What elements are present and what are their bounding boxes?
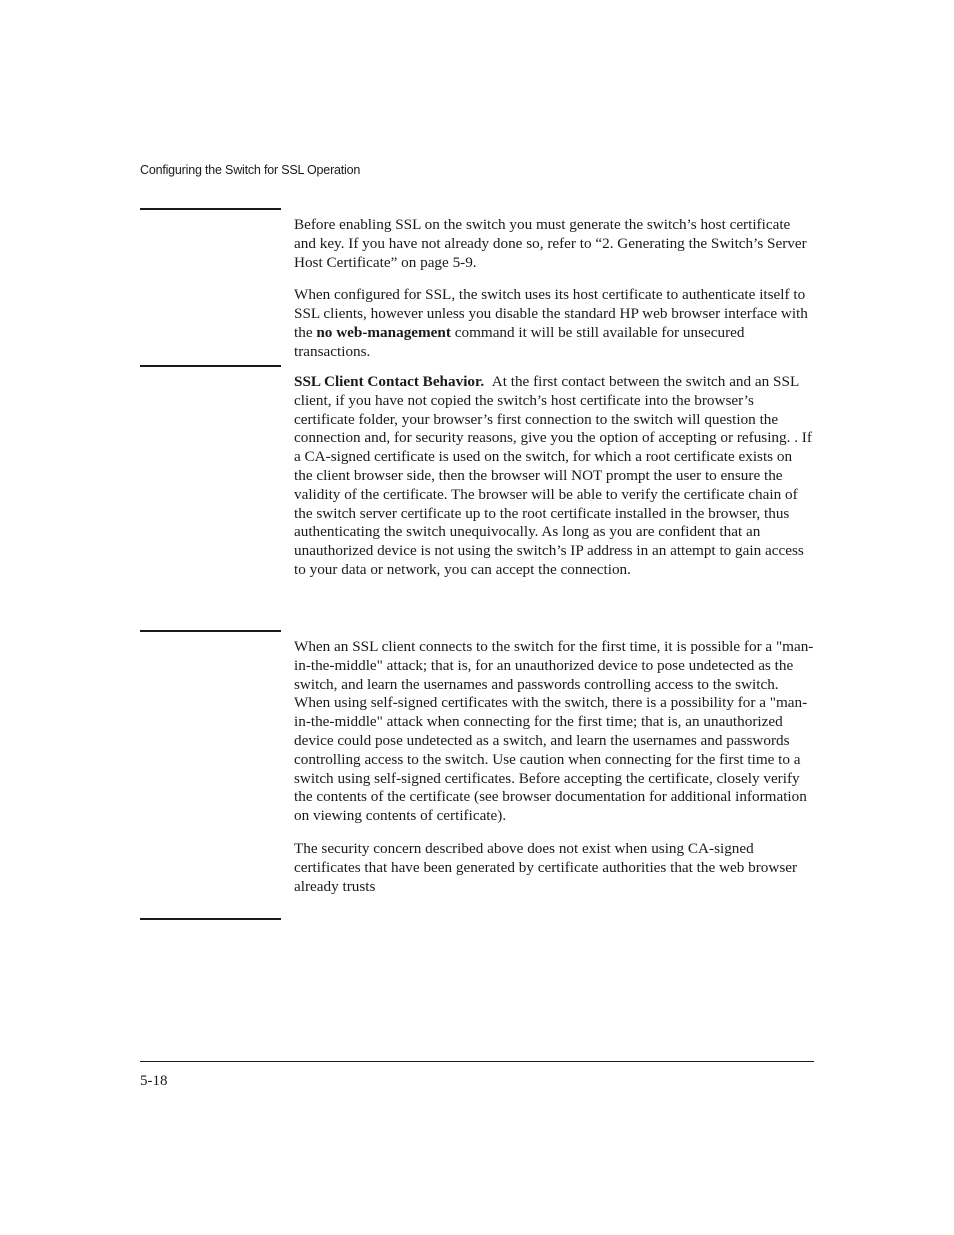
page-number: 5-18 bbox=[140, 1073, 168, 1089]
caution-bottom-rule bbox=[140, 918, 281, 920]
note-paragraph bbox=[294, 286, 814, 361]
section-body: At the first contact between the switch and an SSL client, if you have not copied the switch’s host certificate into the browser’s certificate folder, your browser’s first connection to the switch will question the connection and, for security reasons, give you the option of accepting or refusing. . If a CA-signed certificate is used on the switch, for which a root certificate exists on the client browser side, then the browser will NOT prompt the user to ensure the validity of the certificate. The browser will be able to verify the certificate chain of the switch server certificate up to the root certificate installed in the browser, thus authenticating the switch unequivocally. As long as you are confident that an unauthorized device is not using the switch’s IP address in an attempt to gain access to your data or network, you can accept the connection. bbox=[294, 373, 812, 578]
command-name: no web-management bbox=[316, 323, 451, 341]
section-paragraph bbox=[294, 373, 814, 580]
note-paragraph: Before enabling SSL on the switch you must generate the switch’s host certificate and key. If you have not already done so, refer to “2. Generating the Switch’s Server Host Certificate” on page 5-9. bbox=[294, 216, 807, 271]
note-top-rule bbox=[140, 208, 281, 210]
caution-paragraph: When an SSL client connects to the switch for the first time, it is possible for a "man-in-the-middle" attack; that is, for an unauthorized device to pose undetected as the switch, and learn the usernames and passwords controlling access to the switch. When using self-signed certificates with the switch, there is a possibility for a "man-in-the-middle" attack when connecting for the first time; that is, an unauthorized device could pose undetected as a switch, and learn the usernames and passwords controlling access to the switch. Use caution when connecting for the first time to a switch using self-signed certificates. Before accepting the certificate, closely verify the contents of the certificate (see browser documentation for additional information on viewing contents of certificate). bbox=[294, 638, 814, 825]
section-heading: SSL Client Contact Behavior. bbox=[294, 373, 485, 390]
caution-paragraph: The security concern described above does not exist when using CA-signed certificates that have been generated by certificate authorities that the web browser already trusts bbox=[294, 839, 798, 895]
note-text: command it will be still available for unsecured transactions. bbox=[294, 323, 745, 360]
note-bottom-rule bbox=[140, 365, 281, 367]
note-block-1 bbox=[294, 216, 814, 362]
section-block bbox=[294, 373, 814, 580]
footer-rule bbox=[140, 1061, 814, 1062]
running-head: Configuring the Switch for SSL Operation bbox=[140, 163, 361, 177]
caution-block bbox=[294, 638, 814, 896]
caution-top-rule bbox=[140, 630, 281, 632]
note-text: When configured for SSL, the switch uses its host certificate to authenticate itself to SSL clients, however unless you disable the standard HP web browser interface with the bbox=[294, 286, 808, 341]
